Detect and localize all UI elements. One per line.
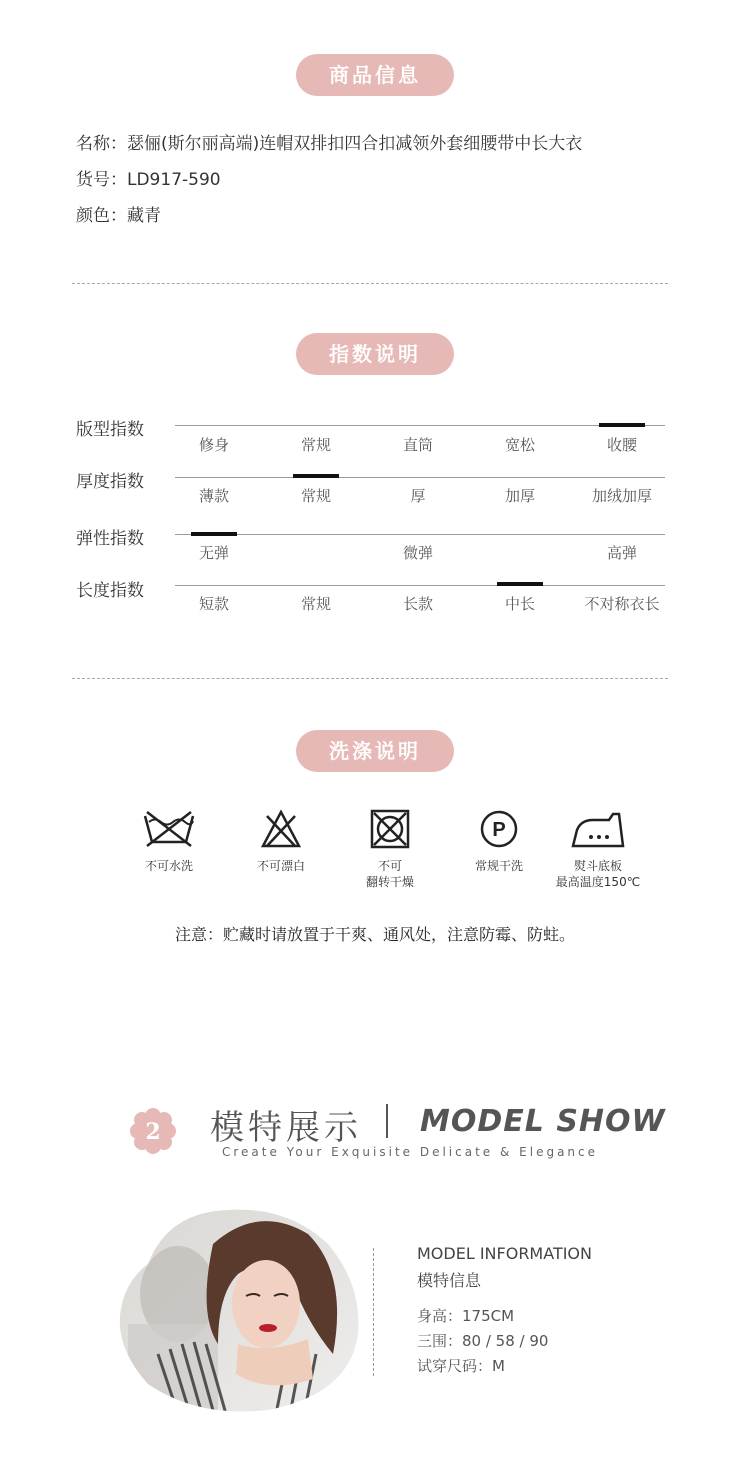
storage-note: 注意：贮藏时请放置于干爽、通风处，注意防霉、防蛀。: [174, 925, 575, 944]
title-separator: [386, 1104, 388, 1138]
dry-clean-p-icon: [477, 808, 521, 850]
badge-number: 2: [145, 1119, 161, 1145]
index-option: 加绒加厚: [591, 487, 652, 505]
care-item-iron: [543, 808, 653, 890]
product-name-value: 瑟俪(斯尔丽高端)连帽双排扣四合扣减领外套细腰带中长大衣: [127, 134, 583, 154]
model-measurements: 三围：80 / 58 / 90: [417, 1332, 549, 1350]
product-color-value: 藏青: [127, 206, 161, 226]
index-row-label: 弹性指数: [76, 529, 144, 549]
index-option: 加厚: [504, 487, 535, 505]
svg-text:P: P: [492, 819, 506, 841]
index-option: 无弹: [198, 544, 229, 562]
no-bleach-icon: [259, 808, 303, 850]
iron-icon: [569, 808, 627, 850]
index-row-label: 版型指数: [76, 420, 144, 440]
section-divider: [72, 678, 668, 679]
model-info-title-cn: 模特信息: [417, 1271, 482, 1290]
index-option: 常规: [300, 595, 331, 613]
product-sku-value: LD917-590: [127, 170, 221, 190]
product-color-row: [76, 201, 161, 226]
index-option: 收腰: [606, 436, 637, 454]
model-title-en: MODEL SHOW: [420, 1104, 666, 1139]
model-info-title: MODEL INFORMATION: [417, 1244, 592, 1263]
index-option: 长款: [402, 595, 433, 613]
index-option: 厚: [410, 487, 426, 505]
care-label: 不可 翻转干燥: [365, 859, 414, 889]
care-item-dry-clean: [444, 808, 554, 874]
product-color-label: 颜色：: [76, 206, 127, 226]
product-name-label: 名称：: [76, 134, 127, 154]
index-row-label: 长度指数: [76, 581, 144, 601]
index-row-label: 厚度指数: [76, 472, 144, 492]
index-selected-marker: [599, 423, 645, 427]
care-item-no-bleach: [226, 808, 336, 874]
product-name-row: [76, 129, 582, 154]
index-scale-line: [175, 477, 665, 478]
index-option: 宽松: [504, 436, 535, 454]
no-tumble-dry-icon: [368, 808, 412, 850]
index-option: 微弹: [402, 544, 433, 562]
model-subtitle: Create Your Exquisite Delicate & Elegance: [222, 1145, 599, 1159]
index-option: 常规: [300, 436, 331, 454]
care-item-no-wash: [114, 808, 224, 874]
index-option: 不对称衣长: [584, 595, 660, 613]
wash-heading: 洗涤说明: [296, 730, 454, 772]
index-selected-marker: [191, 532, 237, 536]
index-selected-marker: [497, 582, 543, 586]
info-divider: [373, 1248, 374, 1376]
flower-badge-icon: [128, 1106, 178, 1156]
index-option: 修身: [198, 436, 229, 454]
care-item-no-tumble-dry: [335, 808, 445, 890]
index-scale-line: [175, 585, 665, 586]
index-heading: 指数说明: [296, 333, 454, 375]
care-label: 不可漂白: [256, 859, 305, 873]
index-option: 中长: [504, 595, 535, 613]
model-title-cn: 模特展示: [210, 1108, 362, 1148]
no-wash-icon: [141, 808, 197, 850]
product-sku-row: [76, 165, 221, 190]
product-sku-label: 货号：: [76, 170, 127, 190]
index-option: 高弹: [606, 544, 637, 562]
care-label: 常规干洗: [474, 859, 523, 873]
product-info-heading: 商品信息: [296, 54, 454, 96]
index-option: 直筒: [402, 436, 433, 454]
section-divider: [72, 283, 668, 284]
care-label: 熨斗底板 最高温度150℃: [555, 859, 641, 889]
index-option: 薄款: [198, 487, 229, 505]
care-label: 不可水洗: [144, 859, 193, 873]
index-option: 短款: [198, 595, 229, 613]
index-option: 常规: [300, 487, 331, 505]
model-height: 身高：175CM: [417, 1307, 515, 1325]
index-scale-line: [175, 425, 665, 426]
index-selected-marker: [293, 474, 339, 478]
index-scale-line: [175, 534, 665, 535]
model-photo: [118, 1204, 362, 1414]
model-size: 试穿尺码：M: [417, 1357, 505, 1375]
